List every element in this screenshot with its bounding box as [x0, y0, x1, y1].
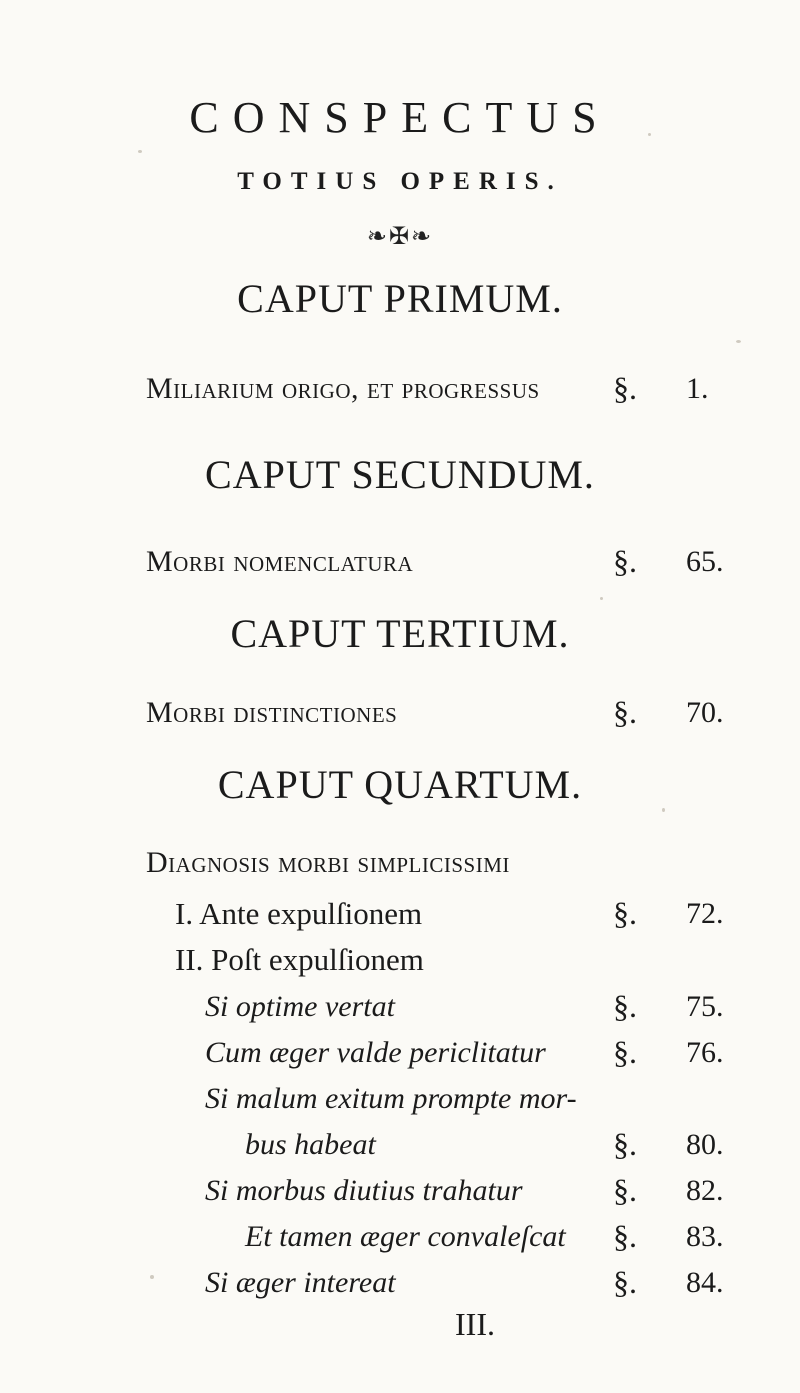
section-number: 84. — [686, 1266, 724, 1299]
section-sign: §. — [613, 1126, 637, 1162]
page-title: CONSPECTUS — [189, 93, 611, 142]
italic-entry-label: Si morbus diutius trahatur — [205, 1174, 523, 1207]
chapter-heading: CAPUT TERTIUM. — [230, 611, 570, 656]
italic-entry-label: Cum æger valde periclitatur — [205, 1036, 546, 1069]
italic-entry-label: bus habeat — [245, 1128, 376, 1161]
section-sign: §. — [613, 895, 637, 931]
section-number: 75. — [686, 990, 724, 1023]
section-number: 1. — [686, 372, 709, 405]
section-number: 83. — [686, 1220, 724, 1253]
section-sign: §. — [613, 370, 637, 406]
section-number: 82. — [686, 1174, 724, 1207]
italic-entry-label: Si æger intereat — [205, 1266, 396, 1299]
paper-speck — [150, 1275, 154, 1279]
paper-speck — [600, 597, 603, 600]
chapter-heading: CAPUT SECUNDUM. — [205, 452, 595, 497]
section-sign: §. — [613, 1264, 637, 1300]
chapter-heading: CAPUT QUARTUM. — [217, 762, 583, 807]
subentry-label: I. Ante expulſionem — [175, 896, 423, 931]
chapter-entry: Miliarium origo, et progressus — [146, 372, 540, 405]
paper-speck — [736, 340, 741, 343]
page-subtitle: TOTIUS OPERIS. — [237, 168, 563, 195]
chapter-entry: Diagnosis morbi simplicissimi — [146, 846, 510, 879]
section-number: 72. — [686, 897, 724, 930]
paper-speck — [662, 808, 665, 812]
paper-speck — [138, 150, 142, 153]
section-sign: §. — [613, 988, 637, 1024]
fleuron-ornament-icon: ❧✠❧ — [366, 224, 434, 250]
chapter-entry: Morbi distinctiones — [146, 696, 398, 729]
section-number: 70. — [686, 696, 724, 729]
catchword: III. — [455, 1306, 495, 1342]
chapter-heading: CAPUT PRIMUM. — [237, 276, 563, 321]
section-sign: §. — [613, 694, 637, 730]
italic-entry-label: Et tamen æger convaleſcat — [245, 1220, 566, 1253]
section-sign: §. — [613, 1218, 637, 1254]
section-number: 76. — [686, 1036, 724, 1069]
section-number: 80. — [686, 1128, 724, 1161]
section-sign: §. — [613, 1172, 637, 1208]
section-sign: §. — [613, 1034, 637, 1070]
subentry-label: II. Poſt expulſionem — [175, 942, 424, 977]
section-number: 65. — [686, 545, 724, 578]
chapter-entry: Morbi nomenclatura — [146, 545, 414, 578]
italic-entry-label: Si optime vertat — [205, 990, 395, 1023]
italic-entry-label: Si malum exitum prompte mor- — [205, 1082, 577, 1115]
section-sign: §. — [613, 543, 637, 579]
